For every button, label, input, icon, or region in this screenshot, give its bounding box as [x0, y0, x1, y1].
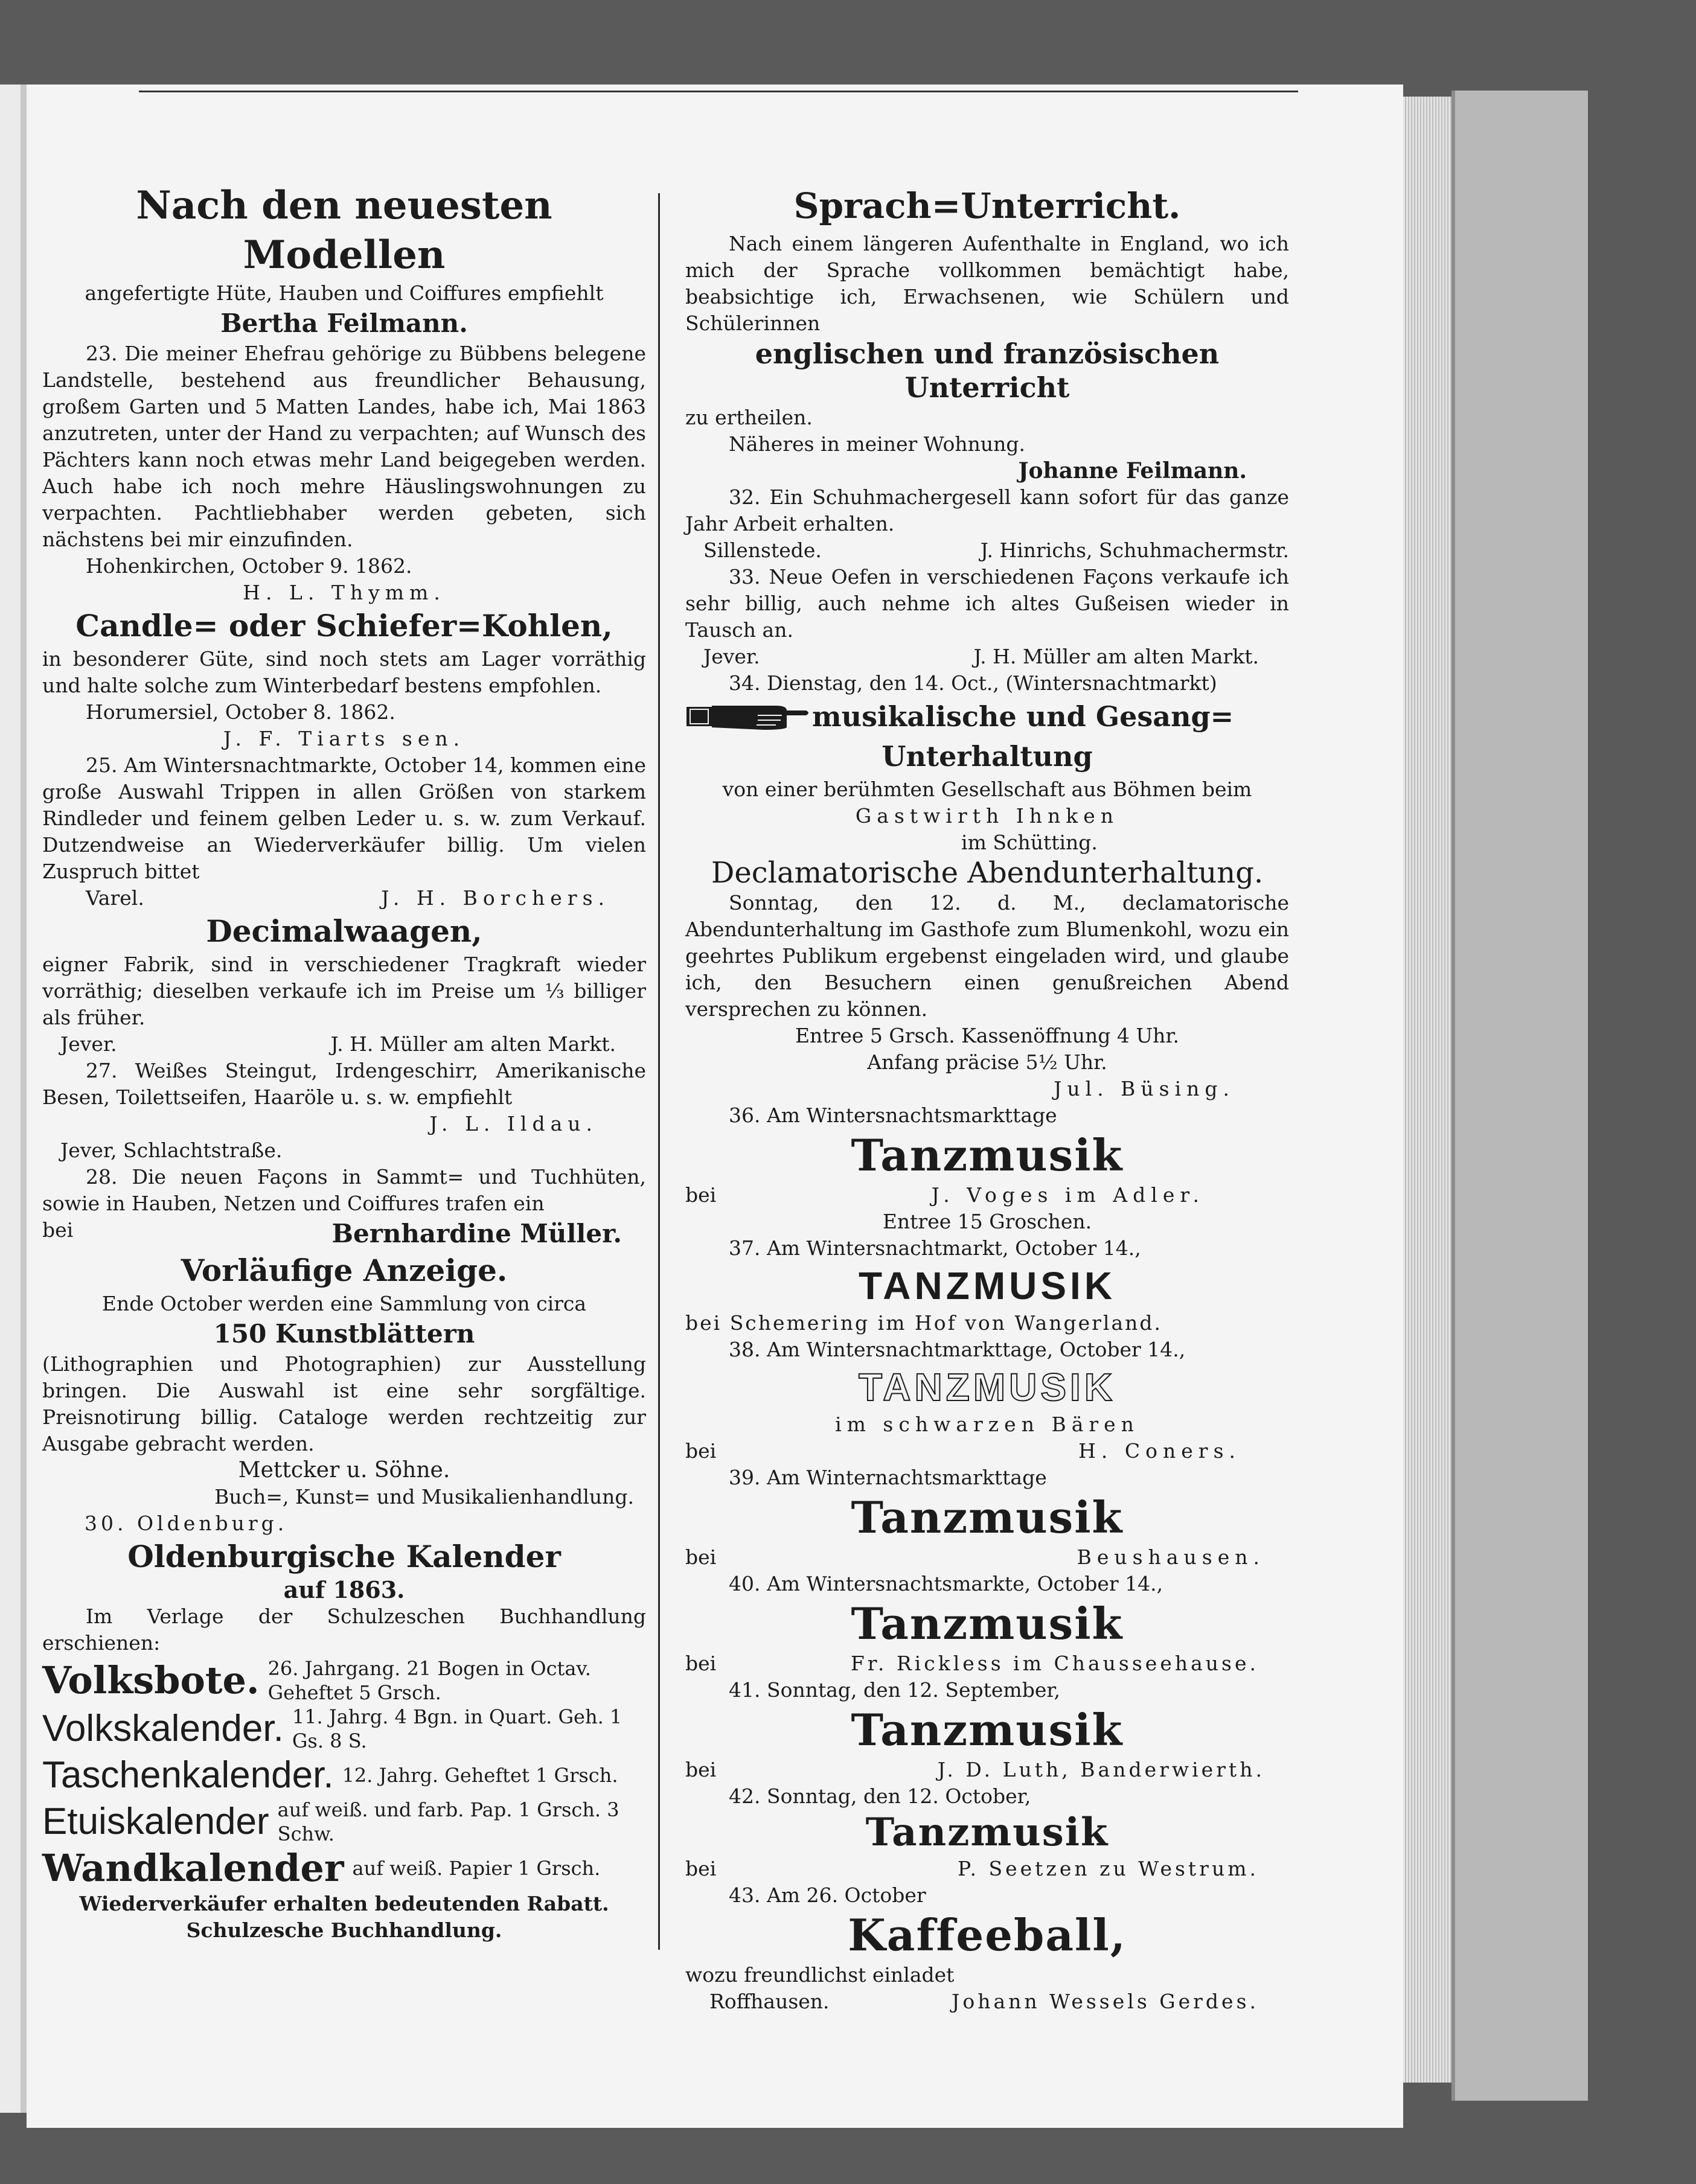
ad-25-signature: J. H. Borchers.	[381, 886, 610, 910]
ad-27-signature: J. L. Ildau.	[429, 1112, 598, 1135]
ad-42-title: Tanzmusik	[865, 1810, 1109, 1855]
ad-language-highlight: englischen und französischen Unterricht	[755, 337, 1220, 404]
ad-hats-title: Nach den neuesten Modellen	[136, 183, 552, 278]
ad-30	[42, 1510, 646, 1944]
ad-36-entry: Entree 15 Groschen.	[882, 1210, 1092, 1233]
ad-34-title1: musikalische und Gesang=	[812, 700, 1234, 733]
ad-41-prefix: bei	[685, 1758, 717, 1781]
right-column	[685, 181, 1289, 2015]
ad-27-address: Jever, Schlachtstraße.	[60, 1138, 283, 1162]
ad-art	[42, 1251, 646, 1510]
ad-41-host: J. D. Luth, Banderwierth.	[937, 1758, 1265, 1781]
ad-language-signature: Johanne Feilmann.	[1018, 458, 1247, 484]
adjacent-page-edge	[0, 85, 27, 2113]
ad-43	[685, 1882, 1289, 2015]
ad-art-text: (Lithographien und Photographien) zur Ausstellung bringen. Die Auswahl ist eine sehr sorgfältige. Preisnotirung billig. Cataloge werden rechtzeitig zur Ausgabe gebracht werden.	[42, 1352, 646, 1455]
ad-43-text: wozu freundlichst einladet	[685, 1963, 955, 1987]
ad-40-prefix: bei	[685, 1652, 717, 1675]
ad-30-signature: Schulzesche Buchhandlung.	[186, 1918, 502, 1942]
ad-coal-text: in besonderer Güte, sind noch stets am Lager vorräthig und halte solche zum Winterbedarf bestens empfohlen.	[42, 647, 646, 697]
ad-34-line1: 34. Dienstag, den 14. Oct., (Wintersnachtmarkt)	[729, 671, 1217, 695]
ad-33-text: 33. Neue Oefen in verschiedenen Façons verkaufe ich sehr billig, auch nehme ich altes Gußeisen wieder in Tausch an.	[685, 565, 1289, 642]
calendar-desc: auf weiß. Papier 1 Grsch.	[352, 1857, 601, 1880]
ad-scales	[42, 912, 646, 1058]
ad-39-line: 39. Am Winternachtsmarkttage	[729, 1466, 1047, 1489]
ad-language-more: Näheres in meiner Wohnung.	[729, 432, 1025, 456]
ad-33-place: Jever.	[703, 645, 760, 668]
ad-language	[685, 181, 1289, 484]
ad-hats-name: Bertha Feilmann.	[220, 308, 468, 338]
ad-25-text: 25. Am Wintersnachtmarkte, October 14, kommen eine große Auswahl Trippen in allen Größen von starkem Rindleder und feinem gelben Leder u. s. w. zum Verkauf. Dutzendweise an Wiederverkäufer billig. Um vielen Zuspruch bittet	[42, 753, 646, 883]
ad-40-line: 40. Am Wintersnachtsmarkte, October 14.,	[729, 1572, 1163, 1595]
page-stack-edge	[1403, 97, 1451, 2083]
ad-28-prefix: bei	[42, 1218, 74, 1242]
ad-language-title: Sprach=Unterricht.	[793, 185, 1181, 226]
ad-38-line: 38. Am Wintersnachtmarkttage, October 14.,	[729, 1338, 1186, 1361]
ad-39-title: Tanzmusik	[851, 1492, 1124, 1543]
ad-36-prefix: bei	[685, 1183, 717, 1207]
top-rule	[139, 91, 1298, 92]
ad-43-title: Kaffeeball,	[848, 1909, 1127, 1961]
ad-art-firm-line: Buch=, Kunst= und Musikalienhandlung.	[214, 1485, 634, 1509]
ad-38-host: H. Coners.	[1078, 1439, 1241, 1463]
ad-38-venue: im schwarzen Bären	[835, 1413, 1139, 1436]
ad-coal-title: Candle= oder Schiefer=Kohlen,	[75, 608, 613, 643]
ad-art-title: Vorläufige Anzeige.	[181, 1253, 508, 1288]
ad-34	[685, 670, 1289, 856]
calendar-name: Wandkalender	[42, 1846, 344, 1890]
ad-43-signature: Johann Wessels Gerdes.	[952, 1990, 1259, 2013]
ad-38-title: TANZMUSIK	[858, 1365, 1116, 1409]
calendar-name: Etuiskalender	[42, 1801, 269, 1842]
ad-37-text: bei Schemering im Hof von Wangerland.	[685, 1311, 1163, 1335]
ad-34-title2: Unterhaltung	[882, 740, 1093, 773]
calendar-name: Volksbote.	[42, 1658, 260, 1702]
ad-32-text: 32. Ein Schuhmachergesell kann sofort für das ganze Jahr Arbeit erhalten.	[685, 485, 1289, 535]
ad-hats	[42, 181, 646, 340]
ad-30-title: Oldenburgische Kalender	[127, 1539, 561, 1574]
ad-38-prefix: bei	[685, 1439, 717, 1463]
ad-34-place: im Schütting.	[961, 831, 1098, 854]
ad-41-title: Tanzmusik	[851, 1704, 1124, 1755]
pointing-hand-icon	[685, 697, 812, 736]
ad-coal-signature: J. F. Tiarts sen.	[223, 727, 466, 750]
ad-scales-place: Jever.	[60, 1032, 117, 1056]
calendar-desc: 12. Jahrg. Geheftet 1 Grsch.	[342, 1764, 618, 1787]
ad-28	[42, 1164, 646, 1251]
ad-37	[685, 1235, 1289, 1336]
calendar-name: Taschenkalender.	[42, 1754, 334, 1796]
ad-30-header: 30. Oldenburg.	[85, 1512, 288, 1535]
left-column	[42, 181, 646, 1944]
ad-40-title: Tanzmusik	[851, 1598, 1124, 1649]
ad-40	[685, 1571, 1289, 1677]
ad-art-subtitle: 150 Kunstblättern	[213, 1319, 475, 1349]
ad-coal-place-date: Horumersiel, October 8. 1862.	[86, 700, 395, 724]
ad-scales-signature: J. H. Müller am alten Markt.	[330, 1032, 616, 1056]
ad-32	[685, 484, 1289, 564]
ad-27	[42, 1058, 646, 1164]
ad-23	[42, 340, 646, 606]
ad-42-host: P. Seetzen zu Westrum.	[958, 1857, 1259, 1880]
ad-scales-text: eigner Fabrik, sind in verschiedener Tragkraft wieder vorräthig; dieselben verkaufe ich im Preise um ⅓ billiger als früher.	[42, 953, 646, 1029]
ad-39	[685, 1464, 1289, 1571]
ad-42	[685, 1783, 1289, 1882]
ad-23-place-date: Hohenkirchen, October 9. 1862.	[86, 554, 412, 578]
ad-42-line: 42. Sonntag, den 12. October,	[729, 1784, 1031, 1808]
ad-35-signature: Jul. Büsing.	[1054, 1077, 1235, 1100]
calendar-desc: auf weiß. und farb. Pap. 1 Grsch. 3 Schw.	[277, 1798, 619, 1845]
ad-language-text2: zu ertheilen.	[685, 406, 813, 429]
ad-25	[42, 752, 646, 912]
ad-37-title: TANZMUSIK	[858, 1264, 1116, 1308]
ad-36-host: J. Voges im Adler.	[931, 1183, 1205, 1207]
ad-35-text: Sonntag, den 12. d. M., declamatorische Abendunterhaltung im Gasthofe zum Blumenkohl, wozu ein geehrtes Publikum ergebenst eingeladen wird, und glaube ich, den Besuchern einen genußreichen Abend versprechen zu können.	[685, 891, 1289, 1021]
ad-38	[685, 1336, 1289, 1464]
ad-art-firm: Mettcker u. Söhne.	[238, 1458, 450, 1483]
ad-35	[685, 856, 1289, 1102]
ad-43-line: 43. Am 26. October	[729, 1883, 926, 1907]
ad-30-subtitle: auf 1863.	[283, 1576, 405, 1603]
ad-41	[685, 1677, 1289, 1783]
ad-25-place: Varel.	[86, 886, 144, 910]
ad-35-title: Declamatorische Abendunterhaltung.	[711, 856, 1264, 890]
ad-art-line1: Ende October werden eine Sammlung von circa	[101, 1292, 587, 1315]
book-cover-edge	[1451, 91, 1588, 2101]
calendar-row	[42, 1798, 646, 1846]
ad-scales-title: Decimalwaagen,	[206, 913, 482, 949]
column-divider	[658, 193, 660, 1950]
ad-35-entry: Entree 5 Grsch. Kassenöffnung 4 Uhr.	[795, 1024, 1180, 1047]
ad-23-signature: H. L. Thymm.	[243, 581, 446, 604]
ad-36	[685, 1102, 1289, 1235]
ad-43-place: Roffhausen.	[709, 1990, 830, 2013]
ad-35-start: Anfang präcise 5½ Uhr.	[867, 1050, 1107, 1074]
calendar-row	[42, 1753, 646, 1798]
ad-30-intro: Im Verlage der Schulzeschen Buchhandlung erschienen:	[42, 1604, 646, 1655]
ad-28-name: Bernhardine Müller.	[331, 1219, 622, 1248]
calendar-row	[42, 1656, 646, 1705]
ad-23-text: 23. Die meiner Ehefrau gehörige zu Bübbens belegene Landstelle, bestehend aus freundlicher Behausung, großem Garten und 5 Matten Landes, habe ich, Mai 1863 anzutreten, unter der Hand zu verpachten; auf Wunsch des Pächters kann noch etwas mehr Land beigegeben werden. Auch habe ich noch mehre Häuslingswohnungen zu verpachten. Pachtliebhaber werden gebeten, sich nächstens bei mir einzufinden.	[42, 342, 646, 551]
ad-37-line: 37. Am Wintersnachtmarkt, October 14.,	[729, 1236, 1141, 1260]
calendar-name: Volkskalender.	[42, 1708, 284, 1749]
ad-36-line: 36. Am Wintersnachtsmarkttage	[729, 1103, 1057, 1127]
ad-34-host: Gastwirth Ihnken	[855, 804, 1119, 828]
ad-27-text: 27. Weißes Steingut, Irdengeschirr, Amerikanische Besen, Toilettseifen, Haaröle u. s. w. empfiehlt	[42, 1059, 646, 1109]
ad-36-title: Tanzmusik	[851, 1129, 1124, 1181]
ad-hats-line: angefertigte Hüte, Hauben und Coiffures empfiehlt	[85, 281, 604, 305]
ad-33	[685, 564, 1289, 670]
ad-28-text: 28. Die neuen Façons in Sammt= und Tuchhüten, sowie in Hauben, Netzen und Coiffures trafen ein	[42, 1165, 646, 1215]
calendar-row	[42, 1705, 646, 1753]
ad-33-signature: J. H. Müller am alten Markt.	[973, 645, 1259, 668]
ad-39-prefix: bei	[685, 1545, 717, 1569]
ad-language-text: Nach einem längeren Aufenthalte in England, wo ich mich der Sprache vollkommen bemächtigt habe, beabsichtige ich, Erwachsenen, wie Schülern und Schülerinnen	[685, 232, 1289, 335]
ad-34-text: von einer berühmten Gesellschaft aus Böhmen beim	[722, 777, 1252, 801]
ad-39-host: Beushausen.	[1077, 1545, 1265, 1569]
ad-32-signature: J. Hinrichs, Schuhmachermstr.	[980, 538, 1289, 562]
ad-30-rebate: Wiederverkäufer erhalten bedeutenden Rabatt.	[79, 1892, 609, 1915]
calendar-desc: 11. Jahrg. 4 Bgn. in Quart. Geh. 1 Gs. 8 S.	[292, 1705, 622, 1752]
calendar-row	[42, 1846, 646, 1891]
ad-coal	[42, 606, 646, 752]
ad-42-prefix: bei	[685, 1857, 717, 1880]
ad-41-line: 41. Sonntag, den 12. September,	[729, 1678, 1060, 1702]
calendar-desc: 26. Jahrgang. 21 Bogen in Octav. Geheftet 5 Grsch.	[267, 1657, 591, 1704]
ad-40-host: Fr. Rickless im Chausseehause.	[850, 1652, 1259, 1675]
ad-32-place: Sillenstede.	[703, 538, 822, 562]
